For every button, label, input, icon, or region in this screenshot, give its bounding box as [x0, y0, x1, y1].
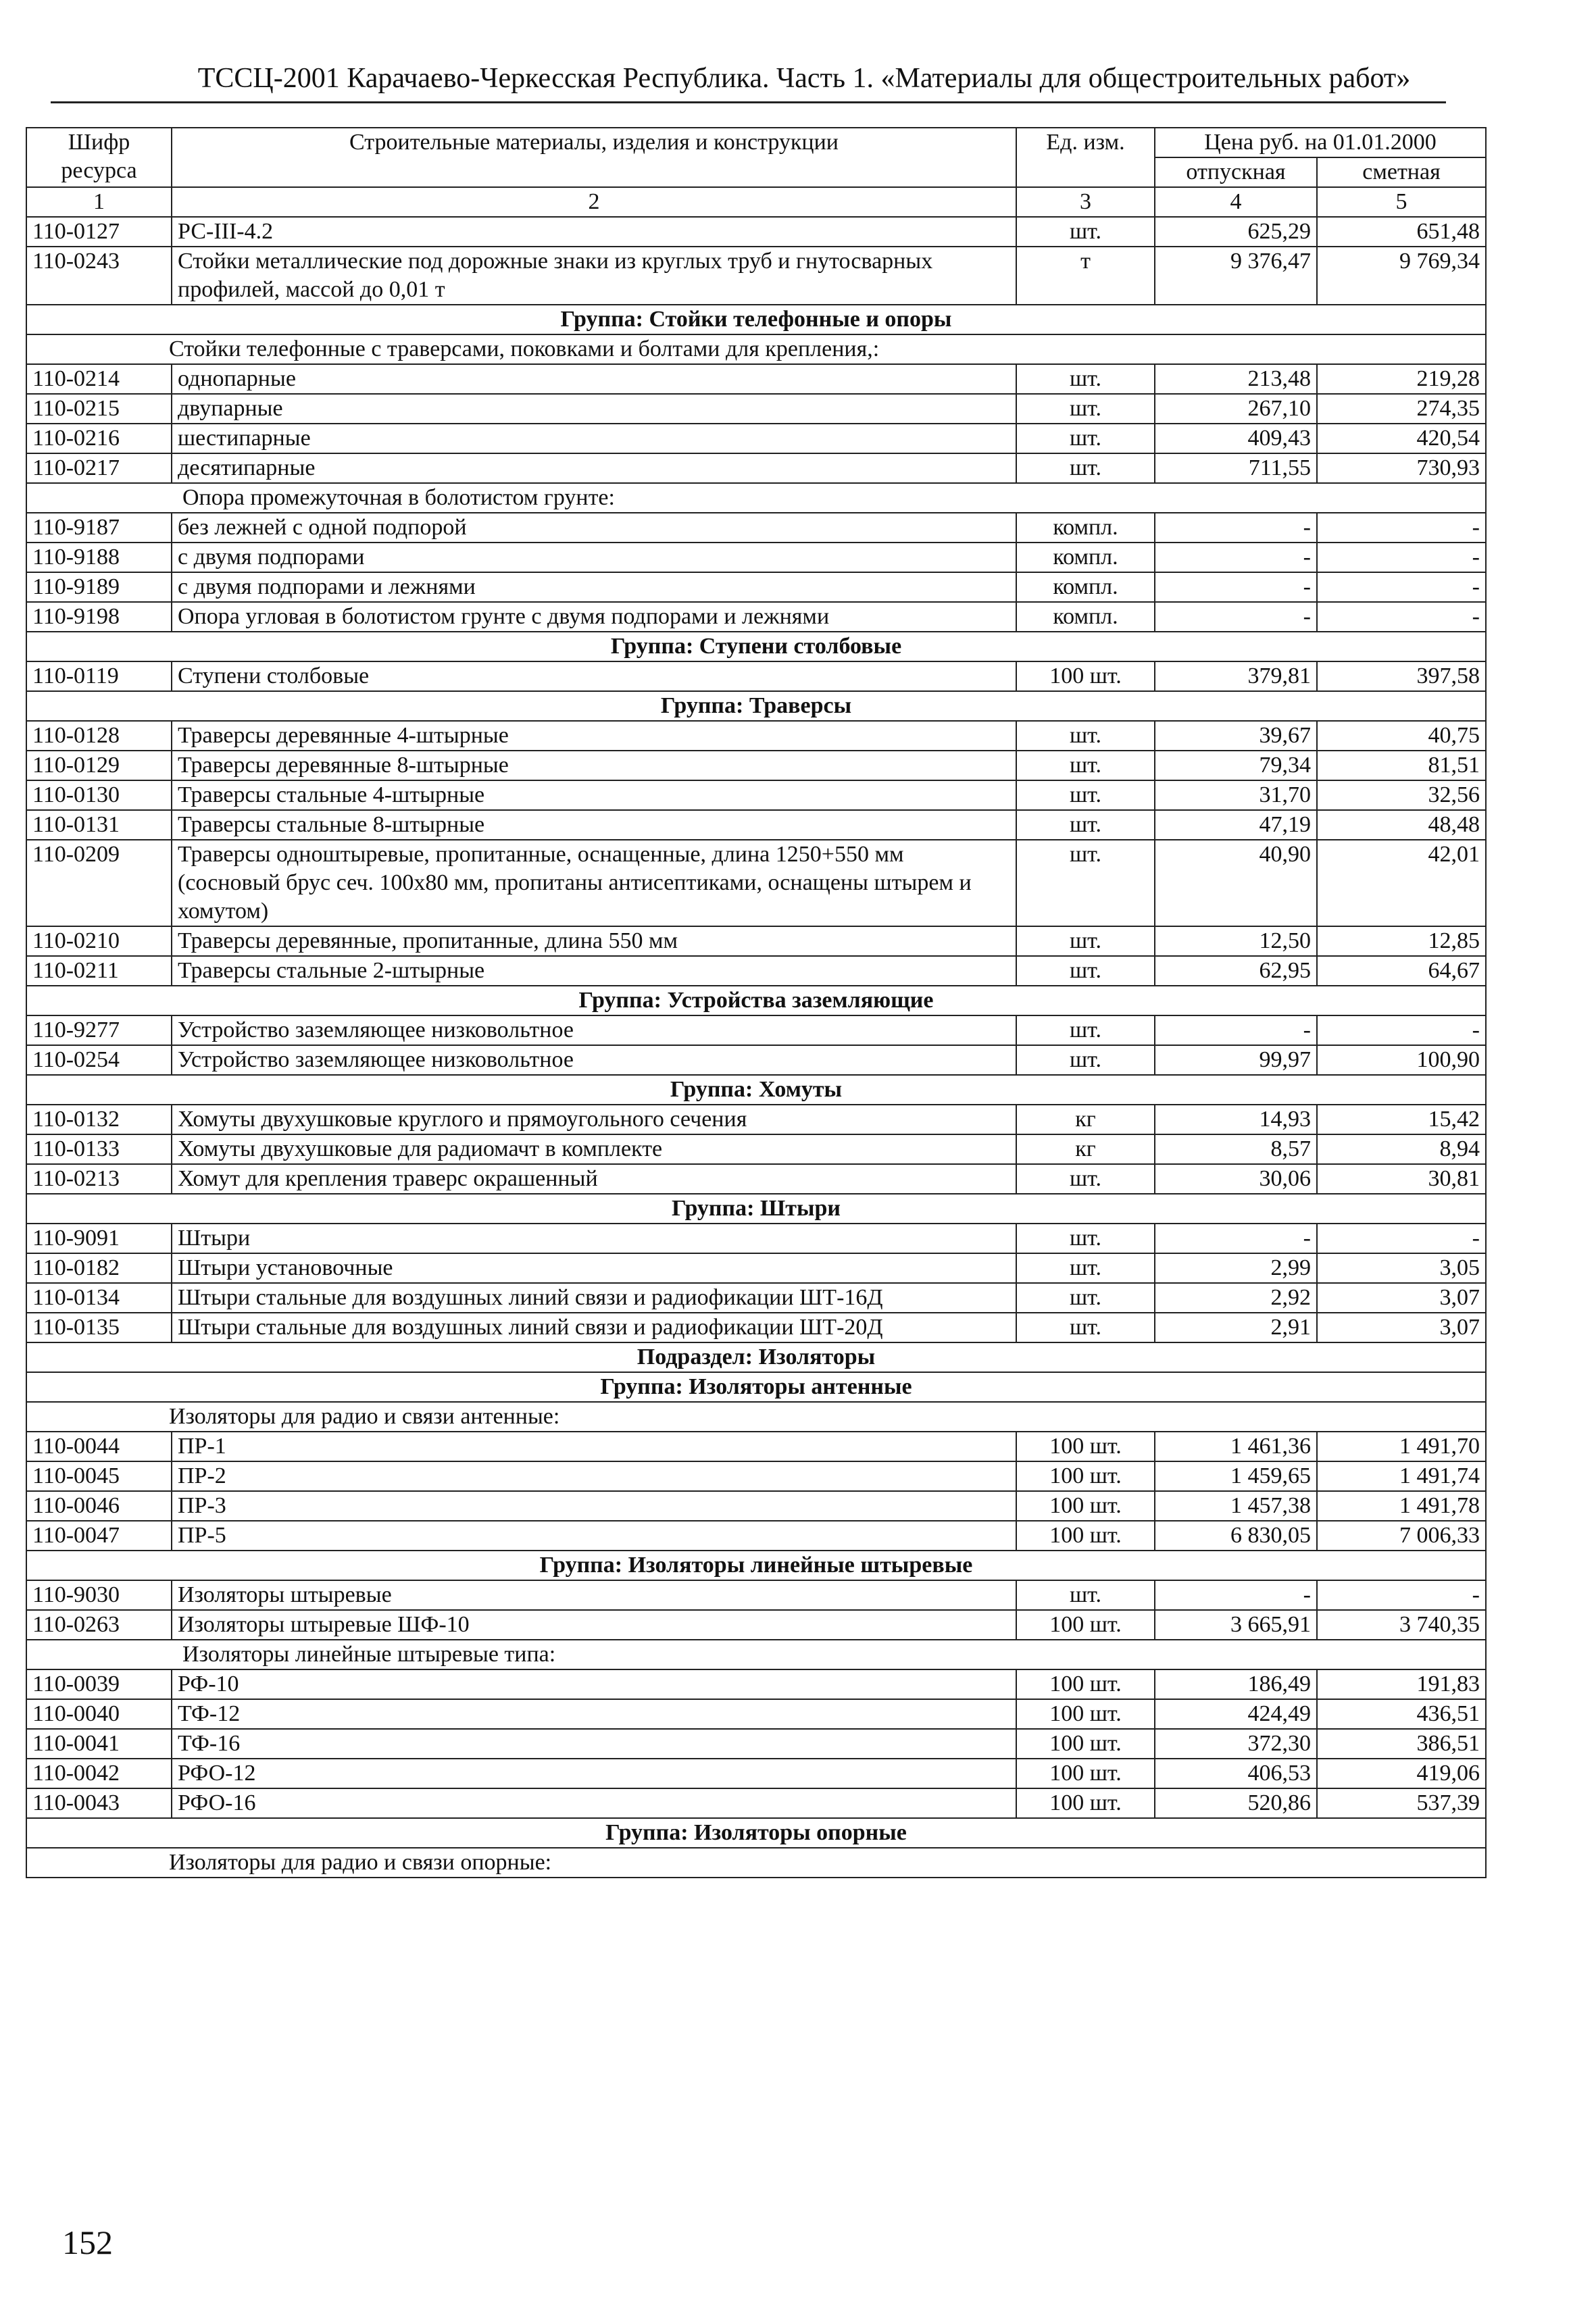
table-row	[26, 956, 1486, 986]
release-price: 625,29	[1155, 217, 1317, 247]
unit-of-measure: т	[1016, 247, 1155, 305]
estimate-price: 730,93	[1317, 453, 1486, 483]
unit-of-measure: 100 шт.	[1016, 1669, 1155, 1699]
estimate-price: 420,54	[1317, 424, 1486, 453]
group-heading: Группа: Устройства заземляющие	[26, 986, 1486, 1015]
resource-code: 110-0210	[26, 926, 172, 956]
resource-code: 110-0243	[26, 247, 172, 305]
table-row	[26, 780, 1486, 810]
table-row	[26, 926, 1486, 956]
unit-of-measure: шт.	[1016, 1045, 1155, 1075]
resource-code: 110-0119	[26, 661, 172, 691]
table-row	[26, 394, 1486, 424]
table-row	[26, 1580, 1486, 1610]
resource-code: 110-0041	[26, 1729, 172, 1759]
release-price: -	[1155, 1224, 1317, 1253]
table-row	[26, 424, 1486, 453]
group-heading-row	[26, 1194, 1486, 1224]
resource-code: 110-0132	[26, 1105, 172, 1134]
group-heading-row	[26, 1372, 1486, 1402]
material-name: Хомут для крепления траверс окрашенный	[172, 1164, 1016, 1194]
release-price: -	[1155, 572, 1317, 602]
unit-of-measure: шт.	[1016, 810, 1155, 840]
material-name: Траверсы деревянные, пропитанные, длина 550 мм	[172, 926, 1016, 956]
estimate-price: 436,51	[1317, 1699, 1486, 1729]
material-name: Устройство заземляющее низковольтное	[172, 1015, 1016, 1045]
table-row	[26, 1521, 1486, 1551]
unit-of-measure: 100 шт.	[1016, 1461, 1155, 1491]
table-row	[26, 1015, 1486, 1045]
resource-code: 110-9187	[26, 513, 172, 543]
estimate-price: -	[1317, 1224, 1486, 1253]
resource-code: 110-9198	[26, 602, 172, 632]
unit-of-measure: шт.	[1016, 721, 1155, 751]
column-number: 1	[26, 187, 172, 217]
estimate-price: 30,81	[1317, 1164, 1486, 1194]
material-name: двупарные	[172, 394, 1016, 424]
table-row	[26, 1313, 1486, 1342]
group-heading-row	[26, 691, 1486, 721]
section-heading-row	[26, 1342, 1486, 1372]
page-title: ТССЦ-2001 Карачаево-Черкесская Республика. Часть 1. «Материалы для общестроительных работ»	[197, 63, 1411, 94]
material-name: ПР-2	[172, 1461, 1016, 1491]
release-price: 424,49	[1155, 1699, 1317, 1729]
unit-of-measure: компл.	[1016, 513, 1155, 543]
material-name: Штыри стальные для воздушных линий связи и радиофикации ШТ-16Д	[172, 1283, 1016, 1313]
estimate-price: -	[1317, 1015, 1486, 1045]
header-divider	[51, 101, 1446, 103]
material-name: десятипарные	[172, 453, 1016, 483]
release-price: 711,55	[1155, 453, 1317, 483]
estimate-price: 651,48	[1317, 217, 1486, 247]
release-price: 2,99	[1155, 1253, 1317, 1283]
unit-of-measure: 100 шт.	[1016, 1491, 1155, 1521]
estimate-price: 419,06	[1317, 1759, 1486, 1788]
group-heading-row	[26, 305, 1486, 334]
estimate-price: -	[1317, 513, 1486, 543]
column-number-row	[26, 187, 1486, 217]
material-name: Штыри стальные для воздушных линий связи и радиофикации ШТ-20Д	[172, 1313, 1016, 1342]
unit-of-measure: шт.	[1016, 840, 1155, 926]
unit-of-measure: шт.	[1016, 956, 1155, 986]
release-price: 40,90	[1155, 840, 1317, 926]
intro-text: Изоляторы для радио и связи опорные:	[26, 1848, 1486, 1878]
material-name: Опора угловая в болотистом грунте с двумя подпорами и лежнями	[172, 602, 1016, 632]
estimate-price: 1 491,74	[1317, 1461, 1486, 1491]
release-price: 99,97	[1155, 1045, 1317, 1075]
unit-of-measure: шт.	[1016, 1313, 1155, 1342]
resource-code: 110-0182	[26, 1253, 172, 1283]
resource-code: 110-0130	[26, 780, 172, 810]
estimate-price: 15,42	[1317, 1105, 1486, 1134]
table-row	[26, 1134, 1486, 1164]
estimate-price: -	[1317, 1580, 1486, 1610]
estimate-price: 191,83	[1317, 1669, 1486, 1699]
unit-of-measure: компл.	[1016, 543, 1155, 572]
material-name: ТФ-12	[172, 1699, 1016, 1729]
table-row	[26, 543, 1486, 572]
column-number: 4	[1155, 187, 1317, 217]
unit-of-measure: 100 шт.	[1016, 1729, 1155, 1759]
header-name: Строительные материалы, изделия и конструкции	[172, 128, 1016, 187]
group-heading-row	[26, 986, 1486, 1015]
unit-of-measure: шт.	[1016, 1580, 1155, 1610]
estimate-price: 81,51	[1317, 751, 1486, 780]
release-price: 372,30	[1155, 1729, 1317, 1759]
material-name: РФО-16	[172, 1788, 1016, 1818]
intro-row	[26, 1848, 1486, 1878]
resource-code: 110-0263	[26, 1610, 172, 1640]
unit-of-measure: шт.	[1016, 217, 1155, 247]
estimate-price: 12,85	[1317, 926, 1486, 956]
table-row	[26, 661, 1486, 691]
material-name: Траверсы деревянные 8-штырные	[172, 751, 1016, 780]
resource-code: 110-0217	[26, 453, 172, 483]
release-price: 213,48	[1155, 364, 1317, 394]
table-row	[26, 1461, 1486, 1491]
table-row	[26, 364, 1486, 394]
table-row	[26, 1759, 1486, 1788]
table-row	[26, 1253, 1486, 1283]
release-price: -	[1155, 543, 1317, 572]
group-heading: Группа: Траверсы	[26, 691, 1486, 721]
table-row	[26, 1669, 1486, 1699]
release-price: 14,93	[1155, 1105, 1317, 1134]
material-name: ПР-3	[172, 1491, 1016, 1521]
resource-code: 110-0131	[26, 810, 172, 840]
release-price: 2,91	[1155, 1313, 1317, 1342]
intro-text: Изоляторы линейные штыревые типа:	[26, 1640, 1486, 1669]
unit-of-measure: кг	[1016, 1134, 1155, 1164]
estimate-price: -	[1317, 602, 1486, 632]
material-name: Штыри	[172, 1224, 1016, 1253]
release-price: 267,10	[1155, 394, 1317, 424]
header-estimate: сметная	[1317, 157, 1486, 187]
group-heading: Группа: Изоляторы опорные	[26, 1818, 1486, 1848]
resource-code: 110-0129	[26, 751, 172, 780]
intro-text: Стойки телефонные с траверсами, поковками и болтами для крепления,:	[26, 334, 1486, 364]
estimate-price: 32,56	[1317, 780, 1486, 810]
estimate-price: 100,90	[1317, 1045, 1486, 1075]
release-price: 379,81	[1155, 661, 1317, 691]
group-heading-row	[26, 1551, 1486, 1580]
resource-code: 110-0047	[26, 1521, 172, 1551]
release-price: -	[1155, 513, 1317, 543]
release-price: 47,19	[1155, 810, 1317, 840]
table-header-row	[26, 128, 1486, 157]
release-price: 9 376,47	[1155, 247, 1317, 305]
estimate-price: 64,67	[1317, 956, 1486, 986]
estimate-price: 7 006,33	[1317, 1521, 1486, 1551]
estimate-price: 274,35	[1317, 394, 1486, 424]
resource-code: 110-0127	[26, 217, 172, 247]
unit-of-measure: 100 шт.	[1016, 661, 1155, 691]
estimate-price: 537,39	[1317, 1788, 1486, 1818]
release-price: -	[1155, 602, 1317, 632]
material-name: Траверсы деревянные 4-штырные	[172, 721, 1016, 751]
table-row	[26, 1283, 1486, 1313]
group-heading: Группа: Хомуты	[26, 1075, 1486, 1105]
estimate-price: 40,75	[1317, 721, 1486, 751]
unit-of-measure: 100 шт.	[1016, 1521, 1155, 1551]
table-row	[26, 217, 1486, 247]
resource-code: 110-0044	[26, 1432, 172, 1461]
release-price: 39,67	[1155, 721, 1317, 751]
resource-code: 110-0045	[26, 1461, 172, 1491]
resource-code: 110-0215	[26, 394, 172, 424]
table-row	[26, 721, 1486, 751]
table-body	[26, 217, 1486, 1878]
estimate-price: 3 740,35	[1317, 1610, 1486, 1640]
release-price: 8,57	[1155, 1134, 1317, 1164]
intro-text: Изоляторы для радио и связи антенные:	[26, 1402, 1486, 1432]
table-row	[26, 1729, 1486, 1759]
estimate-price: 3,07	[1317, 1313, 1486, 1342]
group-heading-row	[26, 632, 1486, 661]
table-row	[26, 840, 1486, 926]
unit-of-measure: 100 шт.	[1016, 1432, 1155, 1461]
resource-code: 110-0216	[26, 424, 172, 453]
group-heading: Группа: Штыри	[26, 1194, 1486, 1224]
unit-of-measure: шт.	[1016, 1253, 1155, 1283]
release-price: 520,86	[1155, 1788, 1317, 1818]
unit-of-measure: шт.	[1016, 1283, 1155, 1313]
resource-code: 110-0040	[26, 1699, 172, 1729]
resource-code: 110-0211	[26, 956, 172, 986]
estimate-price: -	[1317, 572, 1486, 602]
column-number: 5	[1317, 187, 1486, 217]
estimate-price: 42,01	[1317, 840, 1486, 926]
resource-code: 110-9189	[26, 572, 172, 602]
release-price: -	[1155, 1015, 1317, 1045]
header-code: Шифр ресурса	[26, 128, 172, 187]
resource-code: 110-0213	[26, 1164, 172, 1194]
table-row	[26, 1224, 1486, 1253]
unit-of-measure: шт.	[1016, 453, 1155, 483]
unit-of-measure: шт.	[1016, 364, 1155, 394]
unit-of-measure: кг	[1016, 1105, 1155, 1134]
material-name: Штыри установочные	[172, 1253, 1016, 1283]
resource-code: 110-0254	[26, 1045, 172, 1075]
resource-code: 110-9188	[26, 543, 172, 572]
release-price: 30,06	[1155, 1164, 1317, 1194]
resource-code: 110-0043	[26, 1788, 172, 1818]
group-heading: Группа: Изоляторы антенные	[26, 1372, 1486, 1402]
unit-of-measure: компл.	[1016, 572, 1155, 602]
release-price: 406,53	[1155, 1759, 1317, 1788]
release-price: 1 459,65	[1155, 1461, 1317, 1491]
material-name: Ступени столбовые	[172, 661, 1016, 691]
material-name: с двумя подпорами и лежнями	[172, 572, 1016, 602]
estimate-price: 1 491,70	[1317, 1432, 1486, 1461]
intro-row	[26, 1402, 1486, 1432]
release-price: 6 830,05	[1155, 1521, 1317, 1551]
resource-code: 110-9030	[26, 1580, 172, 1610]
group-heading: Группа: Стойки телефонные и опоры	[26, 305, 1486, 334]
resource-code: 110-0214	[26, 364, 172, 394]
material-name: ПР-5	[172, 1521, 1016, 1551]
group-heading: Группа: Изоляторы линейные штыревые	[26, 1551, 1486, 1580]
table-row	[26, 1432, 1486, 1461]
resource-code: 110-0039	[26, 1669, 172, 1699]
estimate-price: 397,58	[1317, 661, 1486, 691]
resource-code: 110-0128	[26, 721, 172, 751]
resource-code: 110-0042	[26, 1759, 172, 1788]
table-row	[26, 810, 1486, 840]
unit-of-measure: шт.	[1016, 394, 1155, 424]
estimate-price: 48,48	[1317, 810, 1486, 840]
table-row	[26, 1788, 1486, 1818]
resource-code: 110-9277	[26, 1015, 172, 1045]
unit-of-measure: 100 шт.	[1016, 1788, 1155, 1818]
unit-of-measure: 100 шт.	[1016, 1610, 1155, 1640]
header-release: отпускная	[1155, 157, 1317, 187]
unit-of-measure: 100 шт.	[1016, 1759, 1155, 1788]
material-name: ПР-1	[172, 1432, 1016, 1461]
estimate-price: 3,07	[1317, 1283, 1486, 1313]
release-price: 3 665,91	[1155, 1610, 1317, 1640]
column-number: 2	[172, 187, 1016, 217]
material-name: шестипарные	[172, 424, 1016, 453]
unit-of-measure: шт.	[1016, 1015, 1155, 1045]
header-price: Цена руб. на 01.01.2000	[1155, 128, 1486, 157]
material-name: ТФ-16	[172, 1729, 1016, 1759]
release-price: 1 461,36	[1155, 1432, 1317, 1461]
release-price: 186,49	[1155, 1669, 1317, 1699]
group-heading-row	[26, 1075, 1486, 1105]
table-row	[26, 751, 1486, 780]
release-price: -	[1155, 1580, 1317, 1610]
unit-of-measure: шт.	[1016, 424, 1155, 453]
unit-of-measure: шт.	[1016, 1164, 1155, 1194]
release-price: 31,70	[1155, 780, 1317, 810]
resource-code: 110-0134	[26, 1283, 172, 1313]
material-name: однопарные	[172, 364, 1016, 394]
intro-row	[26, 334, 1486, 364]
table-row	[26, 453, 1486, 483]
material-name: Траверсы стальные 4-штырные	[172, 780, 1016, 810]
unit-of-measure: шт.	[1016, 1224, 1155, 1253]
resource-code: 110-0135	[26, 1313, 172, 1342]
header-unit: Ед. изм.	[1016, 128, 1155, 187]
release-price: 12,50	[1155, 926, 1317, 956]
material-name: без лежней с одной подпорой	[172, 513, 1016, 543]
material-name: Изоляторы штыревые	[172, 1580, 1016, 1610]
group-heading-row	[26, 1818, 1486, 1848]
material-name: Хомуты двухушковые круглого и прямоугольного сечения	[172, 1105, 1016, 1134]
unit-of-measure: шт.	[1016, 751, 1155, 780]
section-heading: Подраздел: Изоляторы	[26, 1342, 1486, 1372]
table-row	[26, 1105, 1486, 1134]
table-row	[26, 1610, 1486, 1640]
material-name: РФ-10	[172, 1669, 1016, 1699]
release-price: 409,43	[1155, 424, 1317, 453]
release-price: 1 457,38	[1155, 1491, 1317, 1521]
material-name: Устройство заземляющее низковольтное	[172, 1045, 1016, 1075]
resource-code: 110-0133	[26, 1134, 172, 1164]
estimate-price: 219,28	[1317, 364, 1486, 394]
unit-of-measure: шт.	[1016, 926, 1155, 956]
group-heading: Группа: Ступени столбовые	[26, 632, 1486, 661]
estimate-price: 9 769,34	[1317, 247, 1486, 305]
estimate-price: -	[1317, 543, 1486, 572]
unit-of-measure: шт.	[1016, 780, 1155, 810]
table-row	[26, 1491, 1486, 1521]
page-number: 152	[62, 2223, 113, 2261]
material-name: Траверсы стальные 2-штырные	[172, 956, 1016, 986]
table-row	[26, 1164, 1486, 1194]
material-name: Хомуты двухушковые для радиомачт в комплекте	[172, 1134, 1016, 1164]
material-name: Изоляторы штыревые ШФ-10	[172, 1610, 1016, 1640]
estimate-price: 3,05	[1317, 1253, 1486, 1283]
release-price: 2,92	[1155, 1283, 1317, 1313]
material-name: РФО-12	[172, 1759, 1016, 1788]
material-name: с двумя подпорами	[172, 543, 1016, 572]
price-table	[26, 127, 1487, 1878]
intro-row	[26, 483, 1486, 513]
material-name: РС-III-4.2	[172, 217, 1016, 247]
release-price: 62,95	[1155, 956, 1317, 986]
estimate-price: 8,94	[1317, 1134, 1486, 1164]
unit-of-measure: компл.	[1016, 602, 1155, 632]
table-row	[26, 572, 1486, 602]
column-number: 3	[1016, 187, 1155, 217]
resource-code: 110-9091	[26, 1224, 172, 1253]
estimate-price: 386,51	[1317, 1729, 1486, 1759]
intro-text: Опора промежуточная в болотистом грунте:	[26, 483, 1486, 513]
table-row	[26, 1699, 1486, 1729]
table-row	[26, 1045, 1486, 1075]
unit-of-measure: 100 шт.	[1016, 1699, 1155, 1729]
material-name: Траверсы одноштыревые, пропитанные, оснащенные, длина 1250+550 мм (сосновый брус сеч. 100х80 мм, пропитаны антисептиками, оснащены штырем и хомутом)	[172, 840, 1016, 926]
material-name: Траверсы стальные 8-штырные	[172, 810, 1016, 840]
intro-row	[26, 1640, 1486, 1669]
material-name: Стойки металлические под дорожные знаки из круглых труб и гнутосварных профилей, массой до 0,01 т	[172, 247, 1016, 305]
table-row	[26, 247, 1486, 305]
resource-code: 110-0046	[26, 1491, 172, 1521]
resource-code: 110-0209	[26, 840, 172, 926]
table-row	[26, 513, 1486, 543]
estimate-price: 1 491,78	[1317, 1491, 1486, 1521]
release-price: 79,34	[1155, 751, 1317, 780]
table-row	[26, 602, 1486, 632]
